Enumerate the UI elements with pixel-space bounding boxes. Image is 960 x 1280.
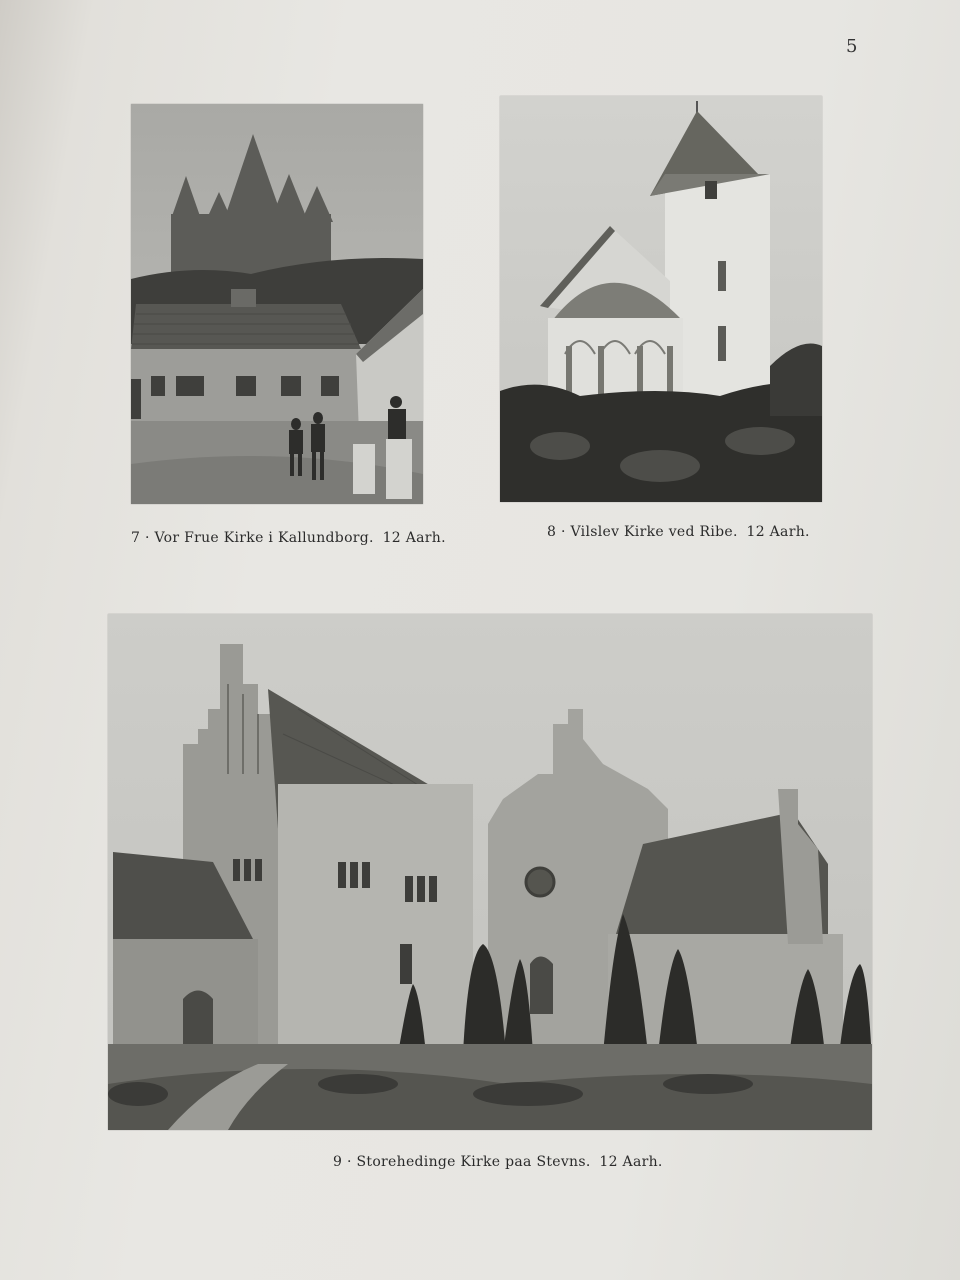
plate-9-number: 9 <box>333 1154 343 1170</box>
caption-plate-7 <box>131 530 446 546</box>
plate-7-separator: · <box>144 530 150 546</box>
plate-7-title: Vor Frue Kirke i Kallundborg. <box>154 530 374 546</box>
plate-9-separator: · <box>346 1154 352 1170</box>
photo-vor-frue-kirke <box>131 104 423 504</box>
photo-vilslev-kirke <box>500 96 822 502</box>
photo-vilslev-kirke-image <box>500 96 822 502</box>
plate-9-century: 12 Aarh. <box>599 1154 663 1170</box>
plate-8-separator: · <box>560 524 566 540</box>
plate-8-century: 12 Aarh. <box>746 524 810 540</box>
caption-plate-9 <box>333 1154 663 1170</box>
caption-plate-8 <box>547 524 810 540</box>
page-number: 5 <box>846 36 858 57</box>
plate-9-title: Storehedinge Kirke paa Stevns. <box>356 1154 591 1170</box>
photo-storehedinge-kirke <box>108 614 872 1130</box>
photo-storehedinge-kirke-image <box>108 614 872 1130</box>
plate-7-century: 12 Aarh. <box>382 530 446 546</box>
photo-vor-frue-kirke-image <box>131 104 423 504</box>
plate-8-number: 8 <box>547 524 557 540</box>
plate-7-number: 7 <box>131 530 141 546</box>
plate-8-title: Vilslev Kirke ved Ribe. <box>570 524 738 540</box>
